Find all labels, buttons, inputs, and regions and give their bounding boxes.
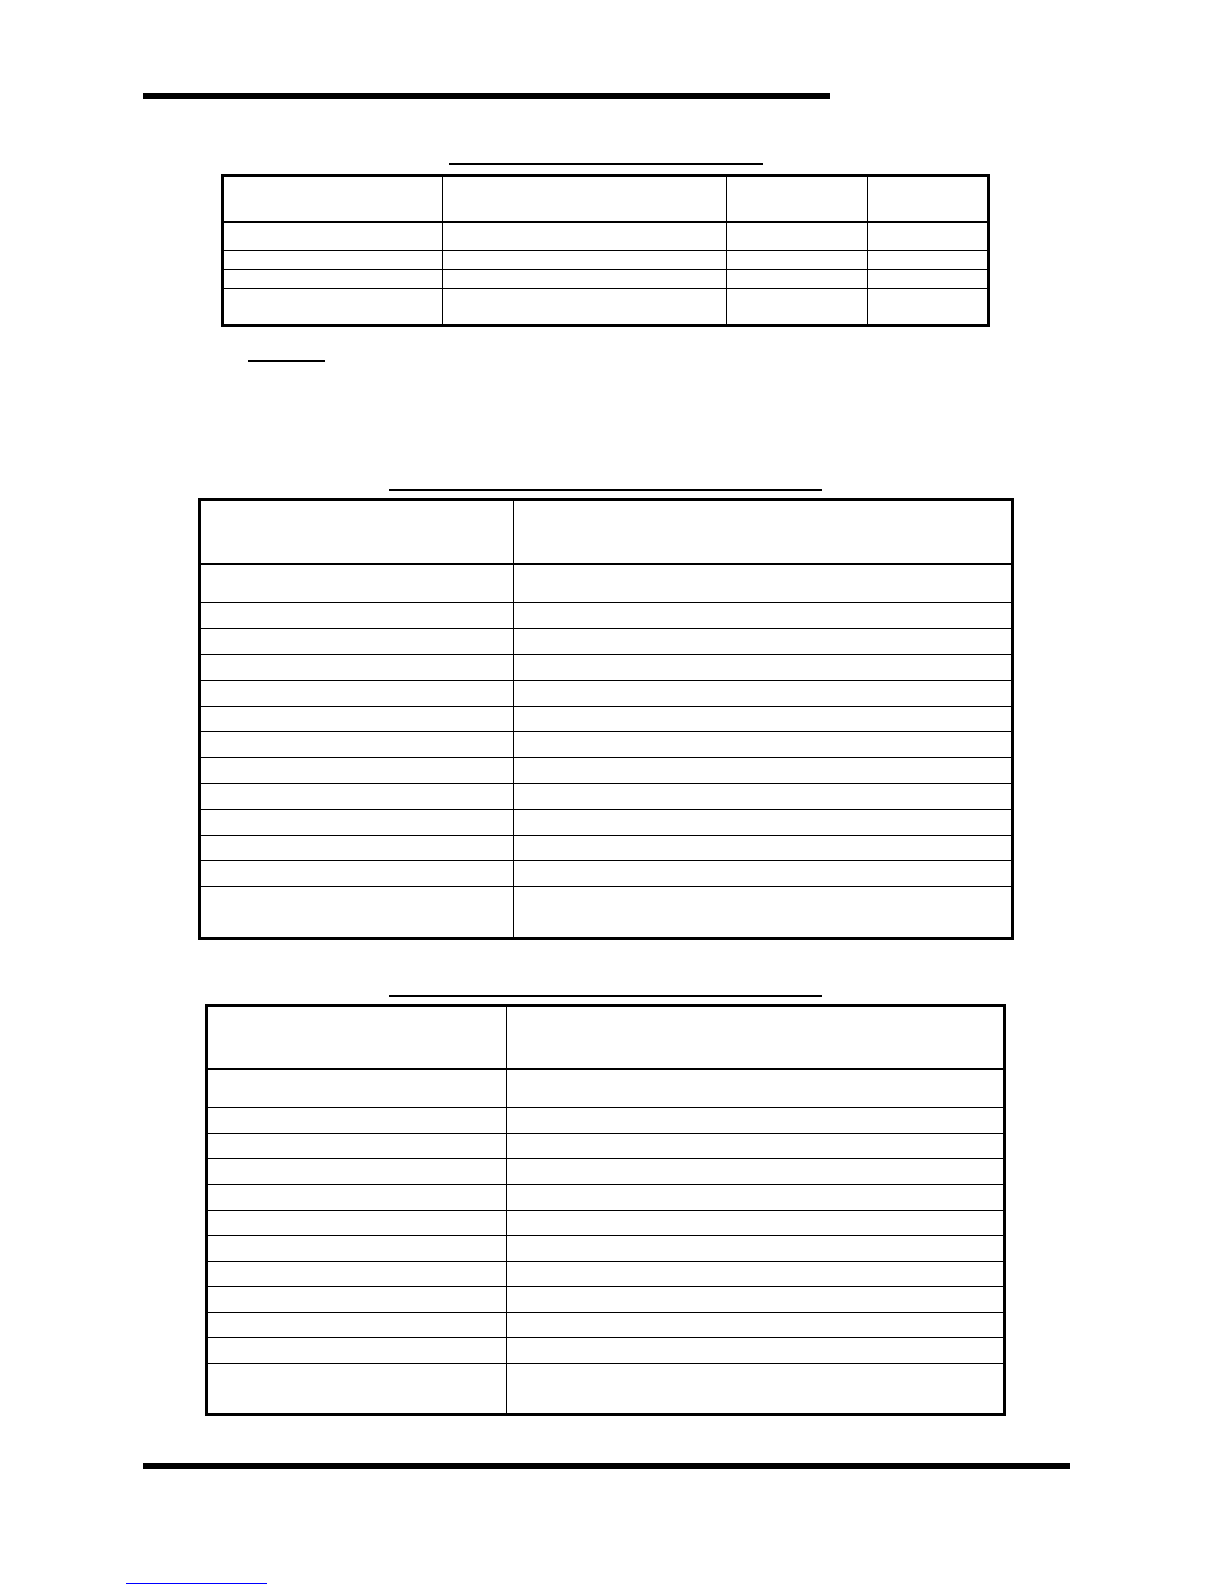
table-row [200, 603, 1013, 629]
table-row [207, 1108, 1005, 1134]
table-row [200, 783, 1013, 809]
table-row [200, 680, 1013, 706]
table-row [200, 887, 1013, 939]
table-3-title-underline [389, 995, 822, 997]
table-1 [221, 174, 990, 327]
table-row [200, 654, 1013, 680]
table-row [207, 1184, 1005, 1210]
note-underline [248, 360, 325, 362]
header-rule [143, 93, 830, 99]
table-row [207, 1338, 1005, 1364]
table-row [223, 269, 989, 288]
table-row [200, 758, 1013, 784]
table-1-title-underline [449, 163, 763, 165]
table-row [223, 288, 989, 326]
table-row [200, 809, 1013, 835]
table-row [200, 732, 1013, 758]
table-row [207, 1312, 1005, 1338]
footer-rule [143, 1463, 1070, 1469]
table-2-title-underline [389, 489, 822, 491]
table-3 [205, 1004, 1006, 1416]
table-row [207, 1006, 1005, 1070]
table-row [200, 500, 1013, 565]
table-row [223, 251, 989, 270]
table-row [207, 1363, 1005, 1414]
table-row [207, 1159, 1005, 1185]
table-row [200, 706, 1013, 732]
table-row [200, 835, 1013, 861]
table-row [207, 1261, 1005, 1287]
table-row [223, 176, 989, 223]
table-row [223, 222, 989, 250]
footer-link-underline[interactable] [126, 1583, 267, 1584]
table-row [200, 629, 1013, 655]
table-row [207, 1287, 1005, 1313]
table-row [200, 861, 1013, 887]
table-row [207, 1133, 1005, 1159]
table-row [207, 1210, 1005, 1236]
table-row [200, 564, 1013, 603]
table-row [207, 1069, 1005, 1107]
table-row [207, 1236, 1005, 1262]
table-2 [198, 498, 1014, 940]
